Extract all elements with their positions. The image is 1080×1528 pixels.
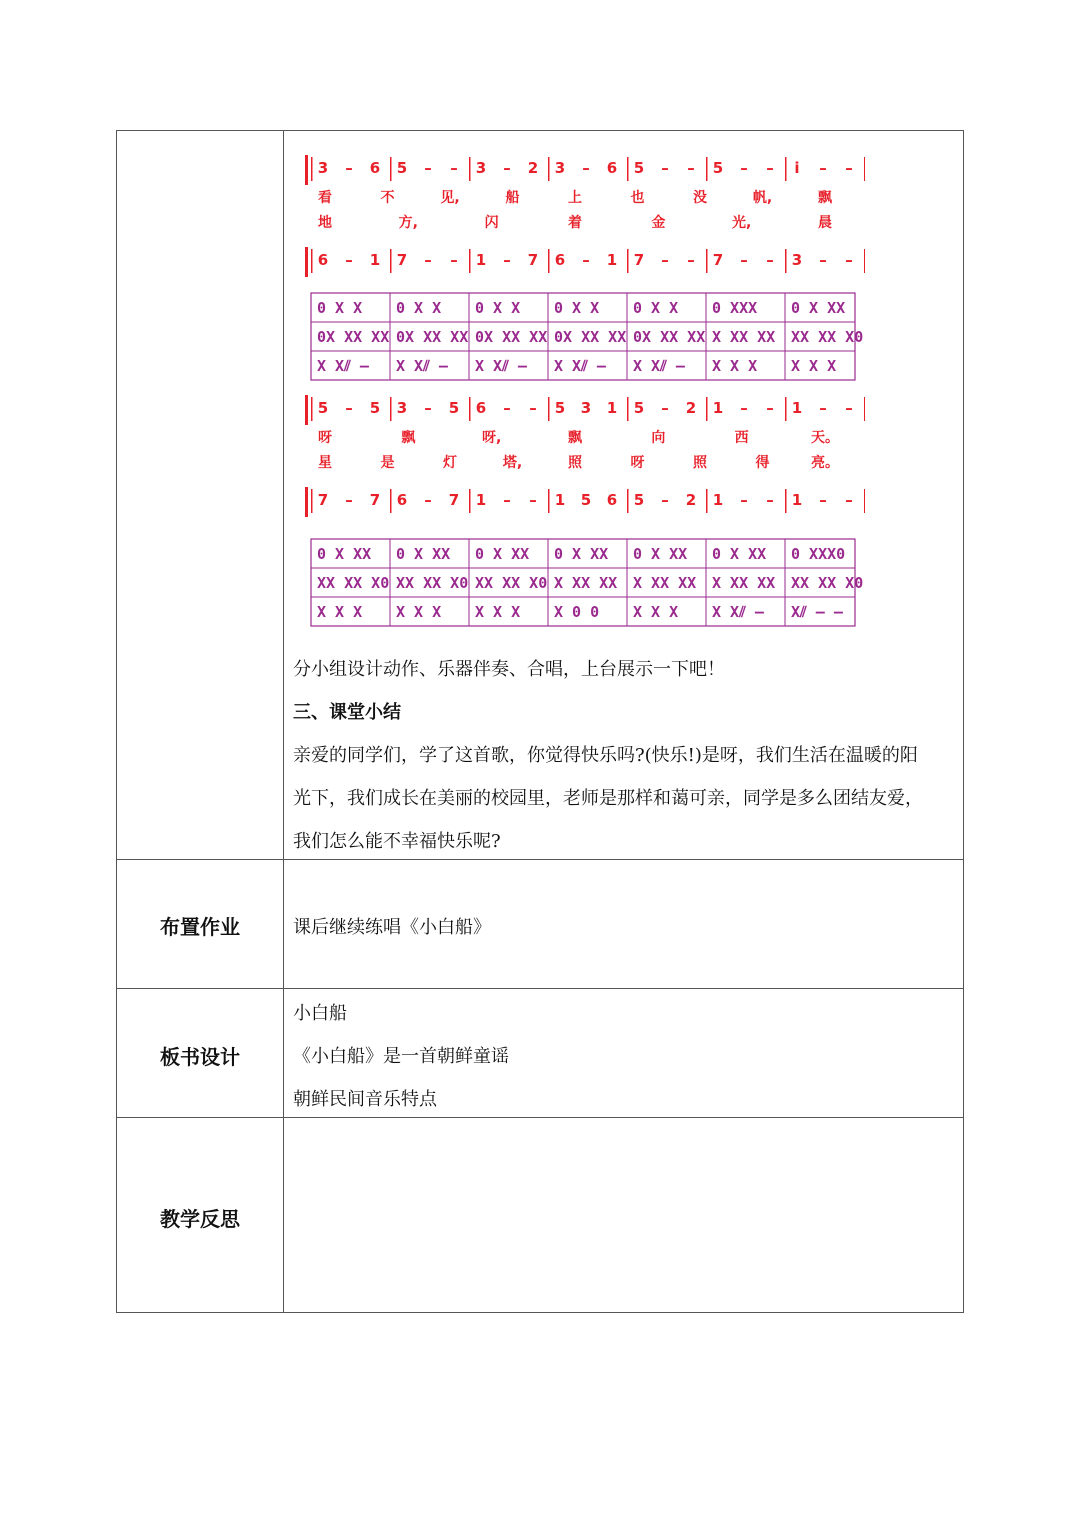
note: 1 xyxy=(712,399,724,417)
rhythm-cell: 0 X XX xyxy=(396,545,451,563)
rhythm-cell: X X⫽ – xyxy=(396,357,448,375)
score-block-2 xyxy=(305,395,865,626)
note: – xyxy=(345,399,353,417)
rhythm-cell: X X X xyxy=(712,357,758,375)
note: – xyxy=(450,251,458,269)
lyric: 不 xyxy=(380,190,395,206)
note: – xyxy=(424,159,432,177)
rhythm-cell: 0 X XX xyxy=(554,545,609,563)
bar-line xyxy=(548,249,550,273)
bar-line xyxy=(548,489,550,513)
bar-line xyxy=(785,157,787,181)
note: 1 xyxy=(791,491,803,509)
summary-line-2: 光下，我们成长在美丽的校园里，老师是那样和蔼可亲，同学是多么团结友爱， xyxy=(293,788,923,809)
note: 7 xyxy=(369,491,381,509)
lyric: 天。 xyxy=(811,430,839,446)
bar-line xyxy=(785,489,787,513)
note: – xyxy=(450,159,458,177)
rhythm-cell: 0 X X xyxy=(317,299,363,317)
summary-line-1: 亲爱的同学们，学了这首歌，你觉得快乐吗?(快乐!)是呀，我们生活在温暖的阳 xyxy=(293,745,918,766)
note: 2 xyxy=(685,399,697,417)
bar-line xyxy=(706,157,708,181)
note: 6 xyxy=(396,491,408,509)
note: 5 xyxy=(554,399,566,417)
rhythm-cell: XX XX X0 xyxy=(475,574,548,592)
note: 7 xyxy=(317,491,329,509)
lyric: 也 xyxy=(630,190,645,206)
rhythm-cell: X X⫽ – xyxy=(317,357,369,375)
note: 1 xyxy=(606,251,618,269)
note: 3 xyxy=(580,399,592,417)
staff-bracket xyxy=(305,395,308,425)
note: – xyxy=(740,399,748,417)
lyric: 呀, xyxy=(482,430,502,446)
homework-label: 布置作业 xyxy=(160,915,240,939)
lyric: 塔, xyxy=(502,455,523,471)
rhythm-cell: X XX XX xyxy=(712,328,776,346)
rhythm-cell: X X⫽ – xyxy=(712,603,764,621)
note: 1 xyxy=(475,491,487,509)
bar-line xyxy=(311,249,313,273)
lyric: 得 xyxy=(755,455,770,471)
rhythm-cell: X⫽ – – xyxy=(791,603,843,621)
rhythm-cell: X 0 0 xyxy=(554,603,600,621)
note: 5 xyxy=(396,159,408,177)
rhythm-cell: 0 XXX xyxy=(712,299,758,317)
bar-line xyxy=(864,397,865,421)
bar-line xyxy=(390,397,392,421)
note: 1 xyxy=(606,399,618,417)
lyric: 方, xyxy=(398,215,418,231)
rhythm-cell: X X⫽ – xyxy=(475,357,527,375)
note: 1 xyxy=(791,399,803,417)
lyric: 呀 xyxy=(318,430,332,446)
rhythm-cell: 0 X X xyxy=(396,299,442,317)
rhythm-cell: X X X xyxy=(317,603,363,621)
note: – xyxy=(845,251,853,269)
note: 5 xyxy=(633,159,645,177)
rhythm-cell: 0 X XX xyxy=(633,545,688,563)
note: – xyxy=(661,399,669,417)
note: 7 xyxy=(633,251,645,269)
rhythm-cell: 0 X XX xyxy=(475,545,530,563)
note: – xyxy=(345,159,353,177)
summary-heading: 三、课堂小结 xyxy=(293,702,401,723)
rhythm-cell: XX XX X0 xyxy=(791,574,864,592)
bar-line xyxy=(627,397,629,421)
bar-line xyxy=(864,157,865,181)
note: – xyxy=(345,491,353,509)
reflection-label: 教学反思 xyxy=(160,1207,240,1231)
bar-line xyxy=(390,157,392,181)
lyric: 晨 xyxy=(818,215,832,231)
note: 5 xyxy=(633,399,645,417)
note: 6 xyxy=(606,491,618,509)
note: – xyxy=(819,399,827,417)
note: 3 xyxy=(554,159,566,177)
bar-line xyxy=(390,249,392,273)
column-divider xyxy=(283,131,284,1312)
note: – xyxy=(845,399,853,417)
note: – xyxy=(766,251,774,269)
rhythm-cell: X XX XX xyxy=(554,574,618,592)
bar-line xyxy=(390,489,392,513)
note: – xyxy=(661,491,669,509)
note: – xyxy=(529,399,537,417)
board-line-2: 《小白船》是一首朝鲜童谣 xyxy=(293,1046,509,1067)
staff-bracket xyxy=(305,487,308,517)
note: – xyxy=(424,251,432,269)
homework-text: 课后继续练唱《小白船》 xyxy=(293,917,491,938)
note: 1 xyxy=(369,251,381,269)
note: 1 xyxy=(475,251,487,269)
note: – xyxy=(503,399,511,417)
rhythm-cell: 0 X XX xyxy=(317,545,372,563)
lyric: 西 xyxy=(734,430,749,446)
note: – xyxy=(582,159,590,177)
lyric: 船 xyxy=(505,190,520,206)
note: – xyxy=(503,251,511,269)
note: i xyxy=(794,159,800,177)
bar-line xyxy=(627,157,629,181)
note: – xyxy=(845,159,853,177)
note: – xyxy=(661,159,669,177)
lyric: 见, xyxy=(440,190,460,206)
lyric: 上 xyxy=(568,190,582,206)
rhythm-cell: X X X xyxy=(791,357,837,375)
note: – xyxy=(845,491,853,509)
note: 6 xyxy=(317,251,329,269)
lesson-plan-table xyxy=(116,130,964,1313)
score-block-1 xyxy=(305,155,865,380)
lyric: 亮。 xyxy=(811,455,839,471)
lyric: 闪 xyxy=(484,215,499,231)
note: – xyxy=(766,159,774,177)
bar-line xyxy=(785,249,787,273)
bar-line xyxy=(548,397,550,421)
note: – xyxy=(740,251,748,269)
rhythm-cell: X XX XX xyxy=(633,574,697,592)
rhythm-cell: 0X XX XX xyxy=(554,328,627,346)
bar-line xyxy=(469,157,471,181)
note: – xyxy=(424,399,432,417)
note: – xyxy=(529,491,537,509)
rhythm-cell: 0X XX XX xyxy=(633,328,706,346)
lyric: 飘 xyxy=(568,430,582,446)
rhythm-cell: 0 XXX0 xyxy=(791,545,846,563)
bar-line xyxy=(706,249,708,273)
lyric: 星 xyxy=(318,455,332,471)
note: 1 xyxy=(554,491,566,509)
rhythm-cell: XX XX X0 xyxy=(396,574,469,592)
note: 7 xyxy=(448,491,460,509)
lyric: 金 xyxy=(651,215,666,231)
note: 3 xyxy=(317,159,329,177)
note: – xyxy=(503,159,511,177)
lyric: 呀 xyxy=(630,455,645,471)
note: – xyxy=(766,399,774,417)
lyric: 照 xyxy=(693,455,707,471)
bar-line xyxy=(864,489,865,513)
note: – xyxy=(766,491,774,509)
note: – xyxy=(345,251,353,269)
row-divider xyxy=(117,859,963,860)
bar-line xyxy=(864,249,865,273)
note: – xyxy=(503,491,511,509)
note: 6 xyxy=(369,159,381,177)
staff-bracket xyxy=(305,247,308,277)
note: – xyxy=(661,251,669,269)
rhythm-cell: 0X XX XX xyxy=(475,328,548,346)
bar-line xyxy=(706,489,708,513)
note: 3 xyxy=(396,399,408,417)
note: – xyxy=(819,159,827,177)
activity-instruction: 分小组设计动作、乐器伴奏、合唱，上台展示一下吧！ xyxy=(293,659,725,680)
bar-line xyxy=(627,249,629,273)
note: – xyxy=(582,251,590,269)
rhythm-cell: 0 X X xyxy=(475,299,521,317)
summary-line-3: 我们怎么能不幸福快乐呢? xyxy=(293,831,501,852)
bar-line xyxy=(311,397,313,421)
row-divider xyxy=(117,1117,963,1118)
bar-line xyxy=(627,489,629,513)
rhythm-cell: X X⫽ – xyxy=(554,357,606,375)
note: – xyxy=(819,491,827,509)
rhythm-cell: 0X XX XX xyxy=(317,328,390,346)
note: – xyxy=(687,251,695,269)
rhythm-cell: X XX XX xyxy=(712,574,776,592)
note: – xyxy=(740,491,748,509)
row-divider xyxy=(117,988,963,989)
lyric: 飘 xyxy=(401,430,416,446)
note: 5 xyxy=(580,491,592,509)
rhythm-cell: X X X xyxy=(633,603,679,621)
note: 3 xyxy=(791,251,803,269)
note: 5 xyxy=(317,399,329,417)
rhythm-cell: 0 X XX xyxy=(791,299,846,317)
note: 6 xyxy=(606,159,618,177)
bar-line xyxy=(469,489,471,513)
board-design-label: 板书设计 xyxy=(160,1045,240,1069)
bar-line xyxy=(785,397,787,421)
rhythm-cell: 0 X X xyxy=(554,299,600,317)
bar-line xyxy=(548,157,550,181)
lyric: 帆, xyxy=(752,190,773,206)
rhythm-cell: X X X xyxy=(475,603,521,621)
rhythm-cell: X X⫽ – xyxy=(633,357,685,375)
lyric: 向 xyxy=(651,430,666,446)
bar-line xyxy=(311,489,313,513)
note: 6 xyxy=(554,251,566,269)
lyric: 看 xyxy=(318,190,332,206)
lyric: 照 xyxy=(568,455,582,471)
note: – xyxy=(687,159,695,177)
board-line-3: 朝鲜民间音乐特点 xyxy=(293,1089,437,1110)
note: 5 xyxy=(712,159,724,177)
rhythm-cell: 0 X XX xyxy=(712,545,767,563)
note: 5 xyxy=(369,399,381,417)
rhythm-cell: X X X xyxy=(396,603,442,621)
bar-line xyxy=(706,397,708,421)
note: – xyxy=(740,159,748,177)
bar-line xyxy=(469,249,471,273)
note: – xyxy=(424,491,432,509)
lyric: 是 xyxy=(380,455,395,471)
note: 5 xyxy=(448,399,460,417)
note: 1 xyxy=(712,491,724,509)
rhythm-cell: XX XX X0 xyxy=(317,574,390,592)
note: 6 xyxy=(475,399,487,417)
note: 5 xyxy=(633,491,645,509)
note: 7 xyxy=(527,251,539,269)
music-score xyxy=(305,149,865,629)
note: 3 xyxy=(475,159,487,177)
bar-line xyxy=(311,157,313,181)
note: 2 xyxy=(685,491,697,509)
rhythm-cell: 0 X X xyxy=(633,299,679,317)
rhythm-cell: 0X XX XX xyxy=(396,328,469,346)
staff-bracket xyxy=(305,155,308,185)
lyric: 灯 xyxy=(443,455,457,471)
note: 7 xyxy=(396,251,408,269)
lyric: 飘 xyxy=(818,190,832,206)
lyric: 着 xyxy=(568,215,582,231)
note: 2 xyxy=(527,159,539,177)
board-line-1: 小白船 xyxy=(293,1003,347,1024)
bar-line xyxy=(469,397,471,421)
rhythm-cell: XX XX X0 xyxy=(791,328,864,346)
lyric: 没 xyxy=(693,190,707,206)
lyric: 地 xyxy=(318,215,332,231)
note: – xyxy=(819,251,827,269)
lyric: 光, xyxy=(732,215,752,231)
note: 7 xyxy=(712,251,724,269)
